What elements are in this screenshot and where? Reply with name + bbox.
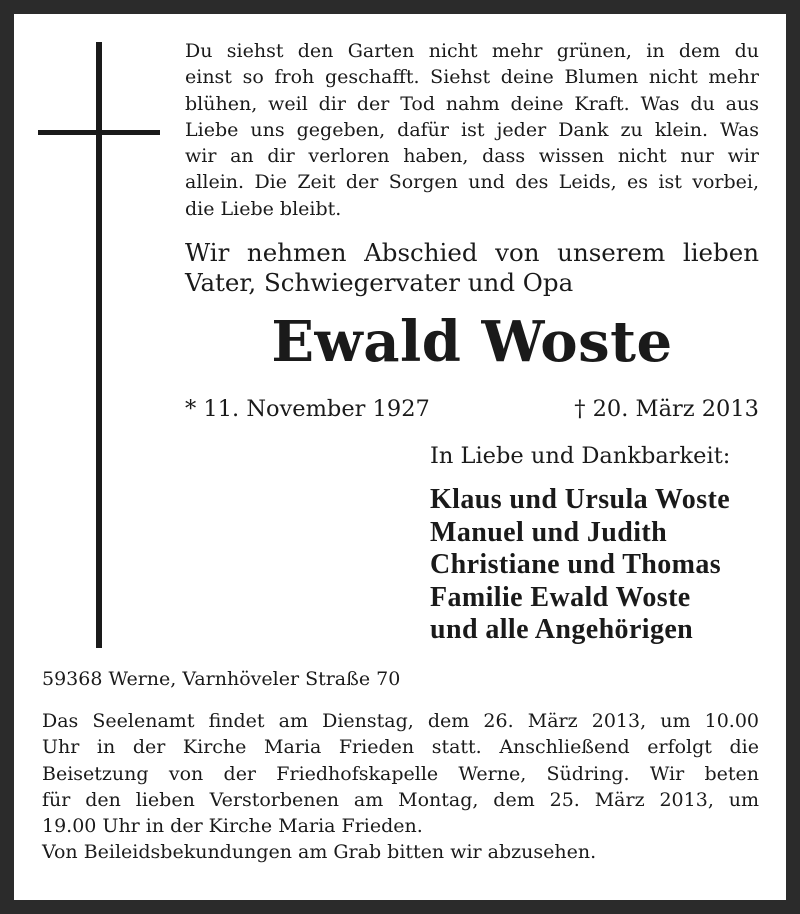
family-member: Familie Ewald Woste — [430, 581, 691, 613]
death-date: † 20. März 2013 — [574, 396, 759, 422]
thanks-line: In Liebe und Dankbarkeit: — [430, 443, 731, 469]
family-member: Christiane und Thomas — [430, 549, 722, 580]
poem-line: wir an dir verloren haben, dass wissen nicht nur wir — [185, 145, 759, 168]
service-line: Das Seelenamt findet am Dienstag, dem 26. März 2013, um 10.00 — [42, 710, 759, 732]
service-line: für den lieben Verstorbenen am Montag, dem 25. März 2013, um — [42, 788, 759, 811]
poem-line: die Liebe bleibt. — [185, 197, 342, 220]
cross-icon-horizontal — [38, 130, 160, 135]
service-line: 19.00 Uhr in der Kirche Maria Frieden. — [42, 815, 423, 838]
farewell-intro — [185, 238, 759, 298]
family-list — [430, 484, 730, 647]
poem-line: Du siehst den Garten nicht mehr grünen, in dem du — [185, 40, 759, 62]
address: 59368 Werne, Varnhöveler Straße 70 — [42, 668, 401, 690]
intro-line: Wir nehmen Abschied von unserem lieben — [185, 238, 759, 267]
family-member: Manuel und Judith — [430, 516, 668, 548]
poem — [185, 38, 759, 222]
intro-line: Vater, Schwiegervater und Opa — [185, 268, 574, 297]
deceased-name: Ewald Woste — [271, 309, 673, 375]
obituary-card — [14, 14, 786, 900]
poem-line: blühen, weil dir der Tod nahm deine Kraft. Was du aus — [185, 92, 759, 115]
service-line: Beisetzung von der Friedhofskapelle Werne, Südring. Wir beten — [42, 762, 759, 785]
poem-line: Liebe uns gegeben, dafür ist jeder Dank zu klein. Was — [185, 118, 759, 141]
service-line: Von Beileidsbekundungen am Grab bitten wir abzusehen. — [42, 841, 597, 864]
service-info — [42, 708, 759, 866]
birth-date: * 11. November 1927 — [185, 396, 430, 422]
poem-line: allein. Die Zeit der Sorgen und des Leids, es ist vorbei, — [185, 171, 759, 194]
life-dates — [185, 394, 759, 424]
poem-line: einst so froh geschafft. Siehst deine Blumen nicht mehr — [185, 66, 759, 89]
service-line: Uhr in der Kirche Maria Frieden statt. Anschließend erfolgt die — [42, 736, 759, 759]
family-member: und alle Angehörigen — [430, 614, 694, 645]
family-member: Klaus und Ursula Woste — [430, 484, 731, 515]
